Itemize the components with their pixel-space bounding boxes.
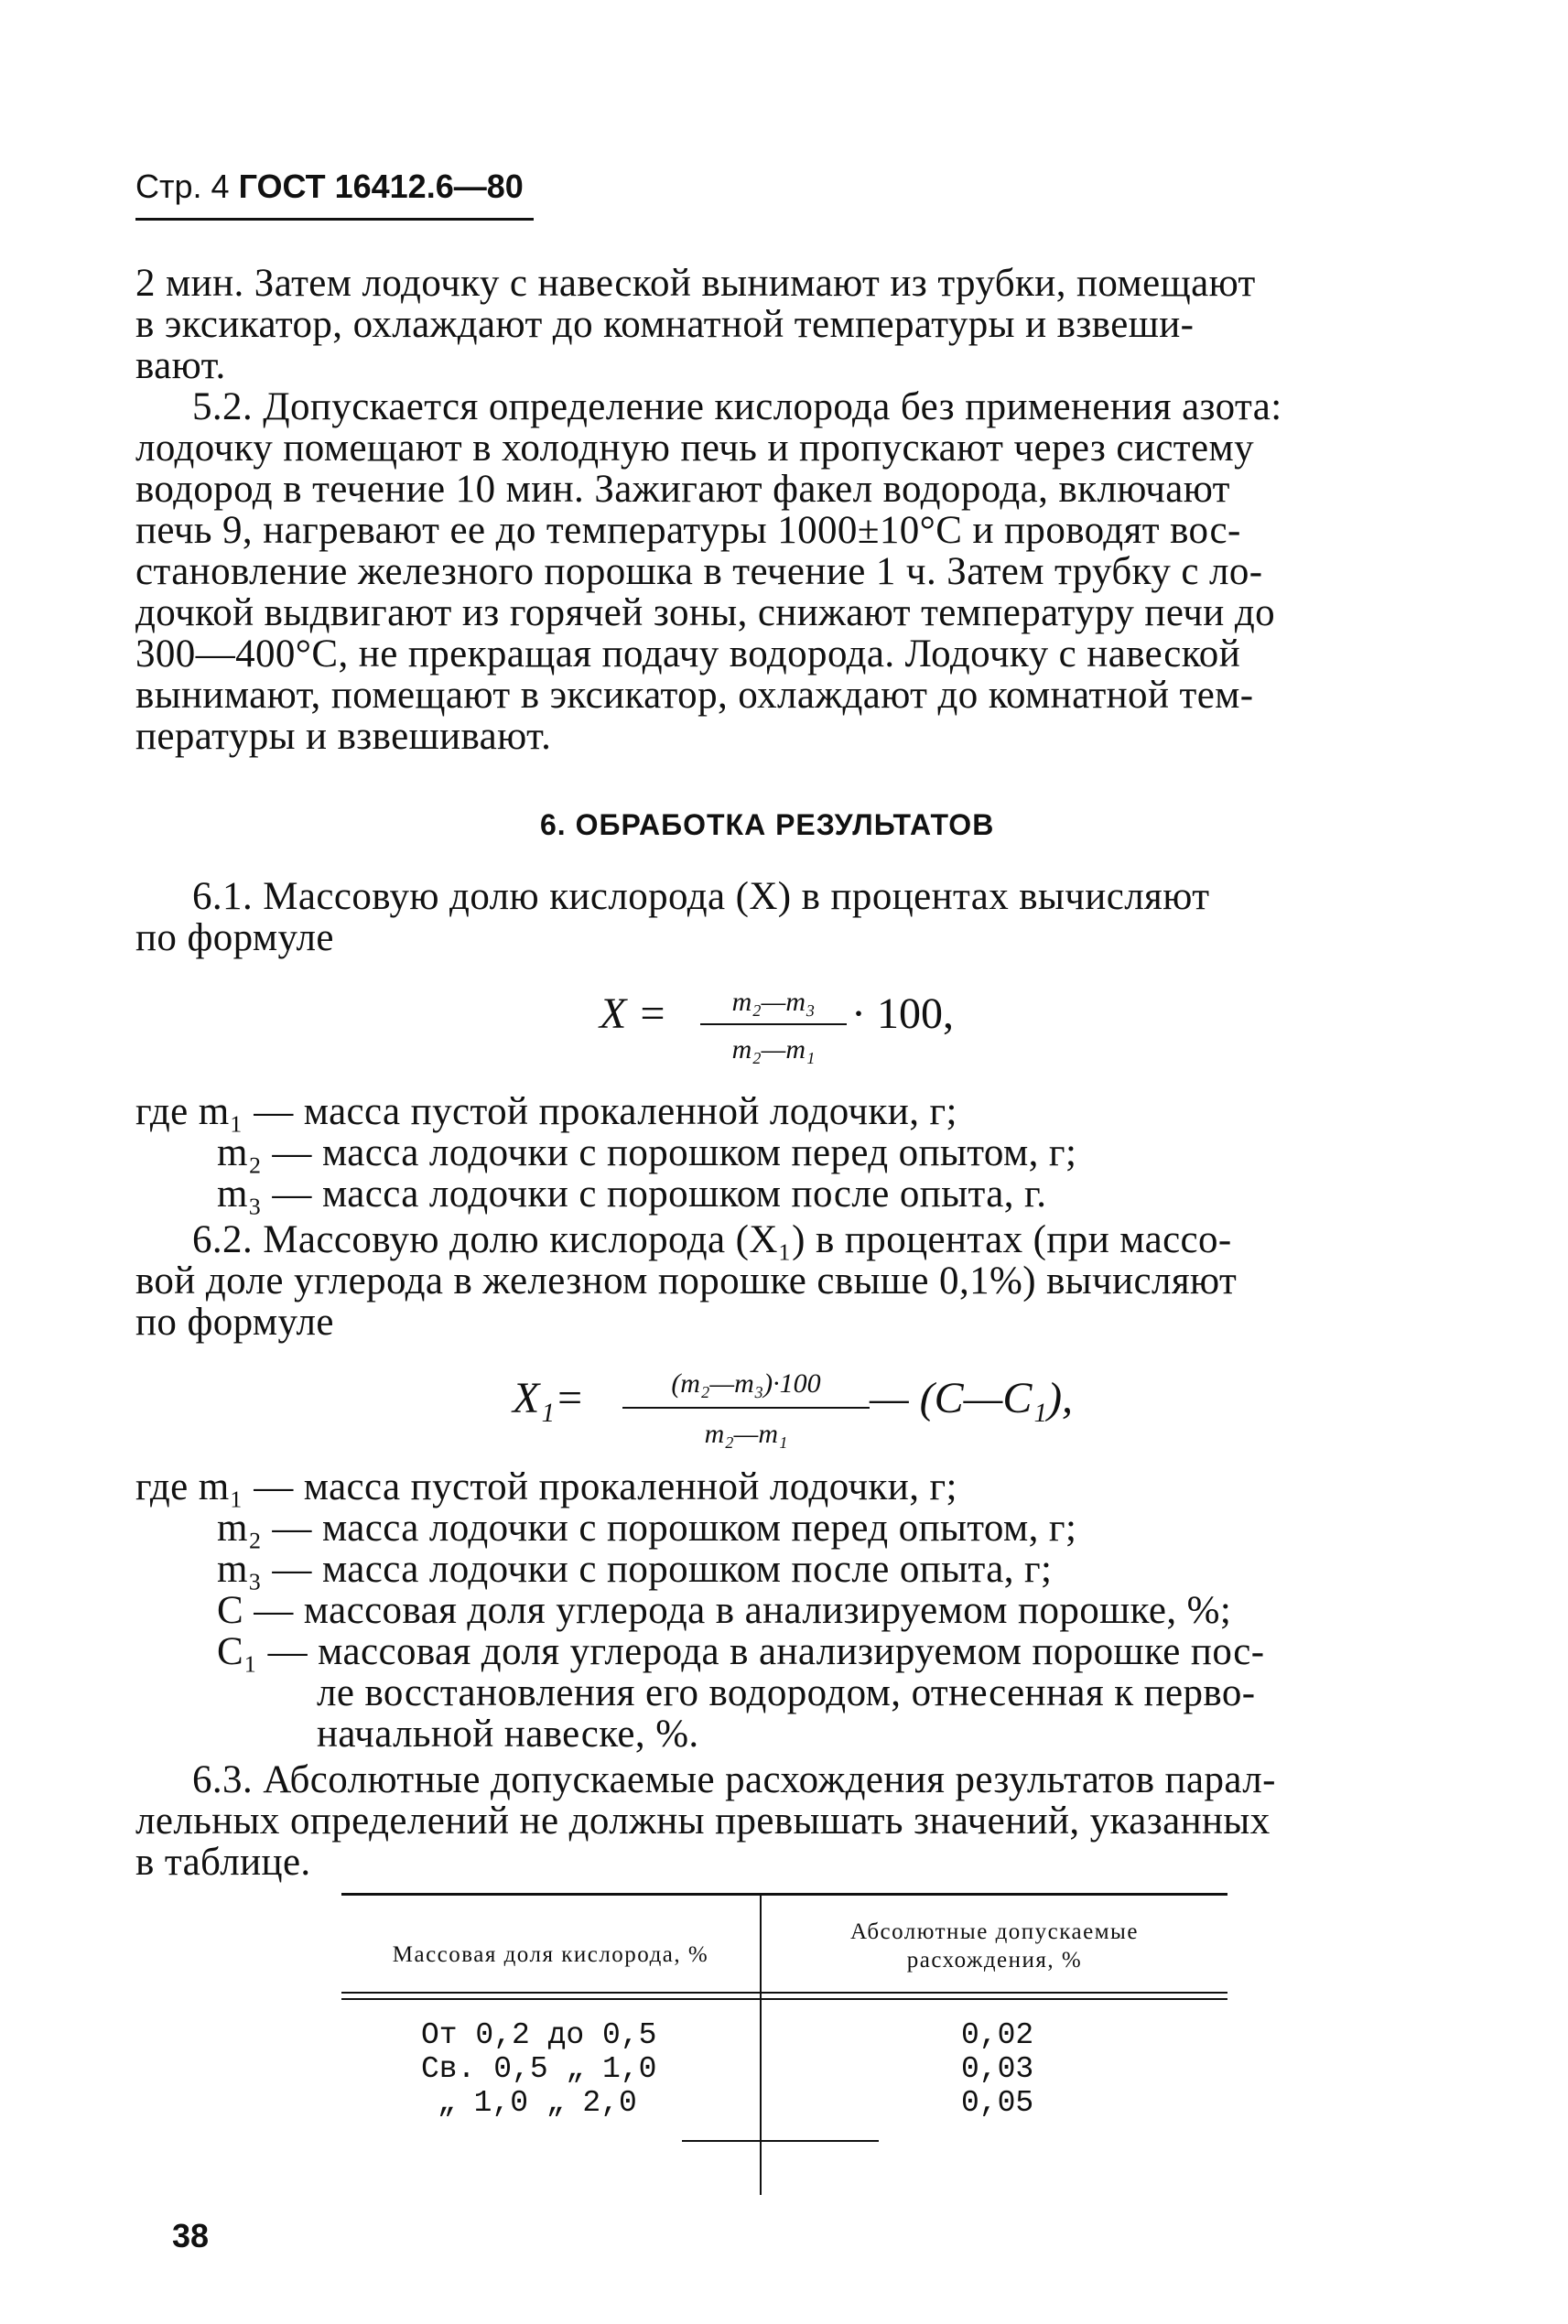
text-line: вой доле углерода в железном порошке свыше 0,1%) вычисляют: [135, 1259, 1238, 1303]
legend-line: C — массовая доля углерода в анализируемом порошке, %;: [217, 1589, 1232, 1632]
text-line: 300—400°С, не прекращая подачу водорода. Лодочку с навеской: [135, 632, 1241, 676]
formula-lhs: X =: [600, 989, 667, 1038]
text-line: водород в течение 10 мин. Зажигают факел водорода, включают: [135, 468, 1230, 511]
text-line: 6.1. Массовую долю кислорода (X) в процентах вычисляют: [192, 875, 1210, 918]
legend-line: начальной навеске, %.: [317, 1713, 699, 1756]
formula-numerator: (m₂—m₃)·100: [671, 1368, 821, 1399]
table-cell-value: 0,03: [961, 2052, 1034, 2086]
legend-line: C₁ — массовая доля углерода в анализируемом порошке пос-: [217, 1630, 1265, 1673]
table-cell-range: „ 1,0 „ 2,0: [438, 2086, 637, 2120]
table-header-col2-l1: Абсолютные допускаемые: [850, 1919, 1139, 1944]
text-line: вают.: [135, 344, 226, 387]
text-line: лодочку помещают в холодную печь и пропускают через систему: [135, 427, 1254, 470]
formula-tail: — (C—C₁),: [870, 1374, 1074, 1422]
fraction-bar: [622, 1407, 870, 1409]
text-line: пературы и взвешивают.: [135, 715, 552, 758]
text-line: вынимают, помещают в эксикатор, охлаждают до комнатной тем-: [135, 674, 1254, 717]
table-end-rule: [682, 2140, 879, 2142]
table-header-rule-2: [341, 1998, 1227, 2000]
text-line: по формуле: [135, 916, 334, 959]
text-line: в эксикатор, охлаждают до комнатной температуры и взвеши-: [135, 303, 1195, 346]
table-header-col1: Массовая доля кислорода, %: [392, 1942, 709, 1967]
text-line: в таблице.: [135, 1841, 311, 1884]
formula-numerator: m₂—m₃: [731, 987, 816, 1017]
table-cell-value: 0,02: [961, 2018, 1034, 2052]
text-line: по формуле: [135, 1301, 334, 1344]
running-header: [135, 168, 524, 206]
text-line: печь 9, нагревают ее до температуры 1000±10°С и проводят вос-: [135, 509, 1241, 552]
formula-tail: · 100,: [851, 989, 954, 1038]
text-line: 6.3. Абсолютные допускаемые расхождения результатов парал-: [192, 1758, 1276, 1801]
standard-id: ГОСТ 16412.6—80: [238, 168, 524, 205]
table-header-rule: [341, 1992, 1227, 1994]
text-line: 6.2. Массовую долю кислорода (X₁) в процентах (при массо-: [192, 1218, 1232, 1261]
table-cell-range: Св. 0,5 „ 1,0: [421, 2052, 657, 2086]
table-top-rule: [341, 1893, 1227, 1896]
formula-denominator: m₂—m₁: [704, 1419, 788, 1449]
legend-line: где m₁ — масса пустой прокаленной лодочки, г;: [135, 1090, 957, 1133]
text-line: лельных определений не должны превышать значений, указанных: [135, 1800, 1271, 1843]
formula-lhs: X₁=: [513, 1374, 585, 1422]
text-line: становление железного порошка в течение 1 ч. Затем трубку с ло-: [135, 550, 1263, 593]
header-rule: [135, 218, 534, 221]
formula-denominator: m₂—m₁: [731, 1034, 816, 1065]
text-line: дочкой выдвигают из горячей зоны, снижают температуру печи до: [135, 591, 1276, 634]
table-header-col2-l2: расхождения, %: [906, 1948, 1083, 1973]
legend-line: ле восстановления его водородом, отнесенная к перво-: [317, 1671, 1256, 1714]
table-cell-value: 0,05: [961, 2086, 1034, 2120]
text-line: 5.2. Допускается определение кислорода без применения азота:: [192, 385, 1282, 428]
page-number: 38: [172, 2217, 210, 2254]
legend-line: m₂ — масса лодочки с порошком перед опытом, г;: [217, 1131, 1077, 1174]
text-line: 2 мин. Затем лодочку с навеской вынимают из трубки, помещают: [135, 262, 1256, 305]
fraction-bar: [700, 1023, 847, 1025]
legend-line: m₃ — масса лодочки с порошком после опыта, г.: [217, 1173, 1047, 1216]
legend-line: m₂ — масса лодочки с порошком перед опытом, г;: [217, 1507, 1077, 1550]
legend-line: где m₁ — масса пустой прокаленной лодочки, г;: [135, 1465, 957, 1508]
table-cell-range: От 0,2 до 0,5: [421, 2018, 657, 2052]
page-label: Стр. 4: [135, 168, 230, 205]
section-title: 6. ОБРАБОТКА РЕЗУЛЬТАТОВ: [540, 808, 995, 841]
legend-line: m₃ — масса лодочки с порошком после опыта, г;: [217, 1548, 1053, 1591]
